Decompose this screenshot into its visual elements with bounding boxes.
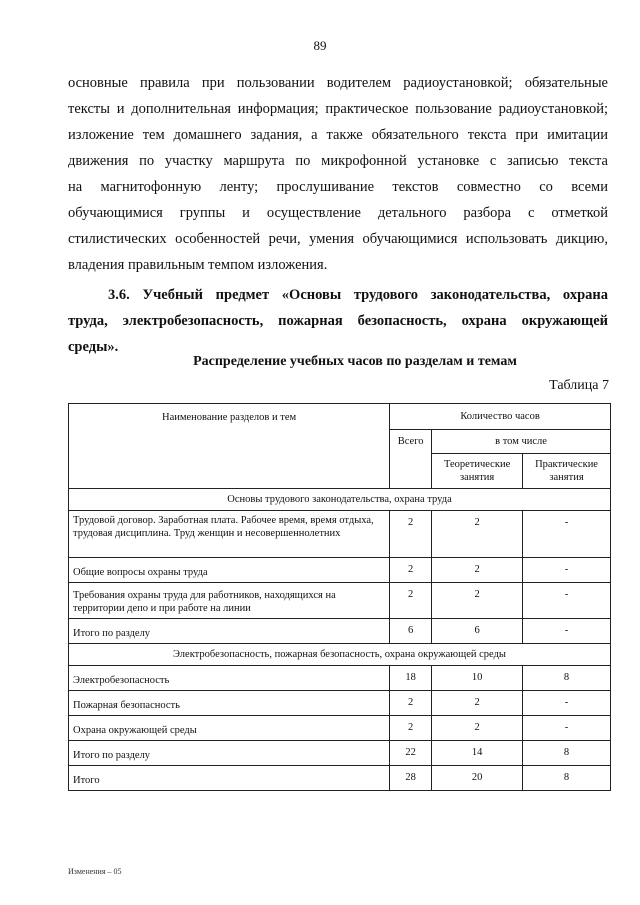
row-practice: -	[523, 716, 611, 741]
heading-line: труда, электробезопасность, пожарная безопасность, охрана окружающей	[68, 313, 608, 329]
section-title-row	[69, 644, 611, 666]
row-theory: 2	[432, 583, 523, 619]
section-title-row	[69, 489, 611, 511]
table-header-row	[69, 404, 611, 430]
row-practice: -	[523, 511, 611, 558]
paragraph-line: на магнитофонную ленту; прослушивание текстов совместно со всеми	[68, 179, 608, 195]
hours-table	[68, 403, 611, 791]
header-total: Всего	[390, 430, 432, 489]
row-theory: 6	[432, 619, 523, 644]
table-row	[69, 766, 611, 791]
section-heading	[68, 282, 608, 360]
row-name: Пожарная безопасность	[69, 691, 390, 716]
row-theory: 10	[432, 666, 523, 691]
row-theory: 2	[432, 558, 523, 583]
row-total: 2	[390, 716, 432, 741]
table-row	[69, 583, 611, 619]
row-total: 2	[390, 583, 432, 619]
row-theory: 2	[432, 691, 523, 716]
row-name: Итого по разделу	[69, 619, 390, 644]
heading-line: среды».	[68, 339, 119, 355]
table-row	[69, 741, 611, 766]
section-title: Основы трудового законодательства, охрана труда	[69, 489, 611, 511]
header-name: Наименование разделов и тем	[69, 404, 390, 489]
row-total: 2	[390, 691, 432, 716]
row-total: 2	[390, 511, 432, 558]
row-practice: 8	[523, 666, 611, 691]
table-label: Таблица 7	[549, 378, 609, 393]
row-total: 6	[390, 619, 432, 644]
header-including: в том числе	[432, 430, 611, 454]
row-total: 28	[390, 766, 432, 791]
table-row	[69, 666, 611, 691]
table-row	[69, 691, 611, 716]
paragraph-line: тексты и дополнительная информация; практическое пользование радиоустановкой;	[68, 101, 608, 117]
row-practice: 8	[523, 741, 611, 766]
table-row	[69, 511, 611, 558]
row-practice: -	[523, 558, 611, 583]
table-title: Распределение учебных часов по разделам и темам	[193, 354, 517, 369]
paragraph-line: изложение тем домашнего задания, а также обязательного текста при имитации	[68, 127, 608, 143]
row-total: 2	[390, 558, 432, 583]
paragraph-line: стилистических особенностей речи, умения обучающимися использовать дикцию,	[68, 231, 608, 247]
heading-line: 3.6. Учебный предмет «Основы трудового законодательства, охрана	[108, 287, 608, 303]
page-number: 89	[313, 38, 327, 53]
row-practice: -	[523, 583, 611, 619]
row-theory: 20	[432, 766, 523, 791]
table-row	[69, 619, 611, 644]
row-name: Трудовой договор. Заработная плата. Рабочее время, время отдыха, трудовая дисциплина. Труд женщин и несовершеннолетних	[69, 511, 390, 558]
header-theory: Теоретические занятия	[432, 454, 523, 489]
table-row	[69, 558, 611, 583]
footer-note: Изменения – 05	[68, 867, 122, 876]
paragraph-line: основные правила при пользовании водителем радиоустановкой; обязательные	[68, 75, 608, 91]
row-total: 18	[390, 666, 432, 691]
row-name: Общие вопросы охраны труда	[69, 558, 390, 583]
paragraph-line: владения правильным темпом изложения.	[68, 257, 328, 273]
row-practice: -	[523, 619, 611, 644]
body-paragraph	[68, 70, 608, 278]
paragraph-line: движения по участку маршрута по микрофонной установке с записью текста	[68, 153, 608, 169]
row-name: Охрана окружающей среды	[69, 716, 390, 741]
section-title: Электробезопасность, пожарная безопасность, охрана окружающей среды	[69, 644, 611, 666]
table-row	[69, 716, 611, 741]
row-name: Итого	[69, 766, 390, 791]
row-practice: -	[523, 691, 611, 716]
row-theory: 14	[432, 741, 523, 766]
row-name: Итого по разделу	[69, 741, 390, 766]
header-practice: Практические занятия	[523, 454, 611, 489]
row-practice: 8	[523, 766, 611, 791]
row-theory: 2	[432, 511, 523, 558]
row-total: 22	[390, 741, 432, 766]
row-name: Требования охраны труда для работников, находящихся на территории депо и при работе на линии	[69, 583, 390, 619]
row-theory: 2	[432, 716, 523, 741]
paragraph-line: обучающимися группы и осуществление детального разбора с отметкой	[68, 205, 608, 221]
header-hours: Количество часов	[390, 404, 611, 430]
row-name: Электробезопасность	[69, 666, 390, 691]
